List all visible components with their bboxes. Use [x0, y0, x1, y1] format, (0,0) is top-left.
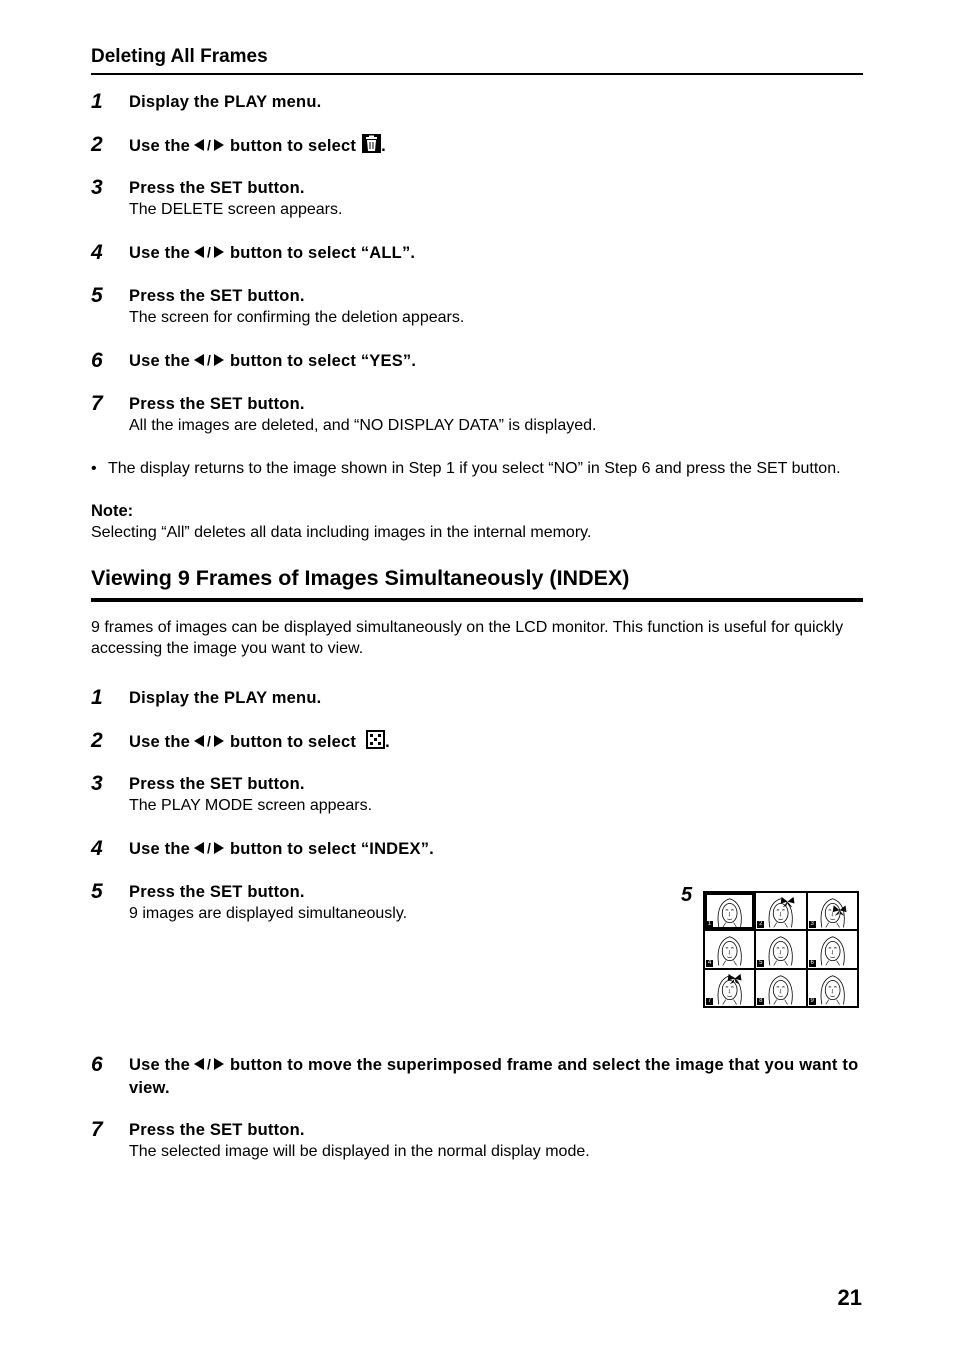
step-description: 9 images are displayed simultaneously.	[129, 905, 408, 922]
bullet-text: The display returns to the image shown in Step 1 if you select “NO” in Step 6 and press the SET button.	[108, 460, 841, 477]
step-title: Display the PLAY menu.	[129, 689, 322, 707]
step-number: 1	[91, 90, 103, 113]
step-number: 1	[91, 686, 103, 709]
step-title: Display the PLAY menu.	[129, 93, 322, 111]
index-thumbnail-grid	[703, 891, 859, 1008]
bullet-item	[91, 458, 866, 479]
step-description: All the images are deleted, and “NO DISPLAY DATA” is displayed.	[129, 417, 597, 434]
thumbnail-6[interactable]	[807, 930, 858, 968]
heading-rule	[91, 73, 863, 75]
step-title-post: button to select	[230, 732, 357, 751]
step-title	[129, 838, 864, 861]
step-number: 6	[91, 349, 103, 372]
step-title: Press the SET button.	[129, 883, 305, 901]
thumbnail-4[interactable]	[704, 930, 755, 968]
heading-rule	[91, 598, 863, 602]
step-title-pre: Use the	[129, 840, 191, 858]
step-title-pre: Use the	[129, 244, 191, 262]
step-title-pre: Use the	[129, 1056, 191, 1074]
note-text: Selecting “All” deletes all data including images in the internal memory.	[91, 524, 592, 541]
step-description: The PLAY MODE screen appears.	[129, 797, 373, 814]
thumbnail-number: 7	[707, 997, 712, 1004]
svg-text:/: /	[206, 840, 212, 855]
note-label: Note:	[91, 502, 134, 520]
thumbnail-2[interactable]	[755, 892, 806, 930]
thumbnail-number: 1	[707, 921, 712, 928]
step-number: 7	[91, 392, 103, 415]
step-title	[129, 242, 864, 265]
left-right-arrows-icon	[194, 1055, 224, 1077]
step-number: 3	[91, 176, 103, 199]
intro-paragraph: 9 frames of images can be displayed simultaneously on the LCD monitor. This function is useful for quickly accessing the image you want to view.	[91, 619, 844, 657]
thumbnail-number: 3	[810, 921, 814, 928]
thumbnail-7[interactable]	[704, 969, 755, 1007]
figure-label: 5	[681, 884, 693, 906]
step-number: 2	[91, 729, 103, 752]
svg-text:/: /	[206, 1056, 212, 1071]
step-number: 6	[91, 1053, 103, 1076]
thumbnail-3[interactable]	[807, 892, 858, 930]
step-number: 4	[91, 837, 103, 860]
left-right-arrows-icon	[194, 243, 224, 265]
thumbnail-1[interactable]	[704, 892, 755, 930]
step-description: The screen for confirming the deletion appears.	[129, 309, 465, 326]
thumbnail-number: 6	[810, 959, 814, 966]
step-number: 5	[91, 284, 103, 307]
thumbnail-number: 5	[759, 959, 763, 966]
thumbnail-number: 9	[810, 997, 814, 1004]
step-title-post: button to select “YES”.	[230, 352, 417, 370]
step-title-post: button to select “ALL”.	[230, 244, 416, 262]
step-title: Press the SET button.	[129, 1121, 305, 1139]
svg-text:/: /	[206, 244, 212, 259]
thumbnail-number: 4	[707, 959, 712, 966]
svg-text:/: /	[206, 352, 212, 367]
step-number: 7	[91, 1118, 103, 1141]
step-title-pre: Use the	[129, 136, 191, 155]
step-title-post: button to move the superimposed frame and select the image that you want to view.	[129, 1056, 859, 1097]
step-title-end: .	[385, 732, 390, 751]
step-title: Press the SET button.	[129, 287, 305, 305]
thumbnail-number: 2	[759, 921, 763, 928]
step-title: Press the SET button.	[129, 775, 305, 793]
trash-icon	[362, 134, 381, 159]
bullet-marker: •	[91, 460, 97, 477]
step-title-pre: Use the	[129, 732, 191, 751]
step-title	[129, 730, 864, 755]
svg-text:/: /	[206, 733, 212, 748]
section-heading-deleting: Deleting All Frames	[91, 46, 268, 67]
thumbnail-number: 8	[759, 997, 763, 1004]
left-right-arrows-icon	[194, 839, 224, 861]
step-title: Press the SET button.	[129, 395, 305, 413]
step-title	[129, 350, 864, 373]
step-title-pre: Use the	[129, 352, 191, 370]
step-number: 2	[91, 133, 103, 156]
section-heading-index: Viewing 9 Frames of Images Simultaneously (INDEX)	[91, 566, 630, 590]
step-title	[129, 1054, 864, 1099]
step-title: Press the SET button.	[129, 179, 305, 197]
step-title-post: button to select	[230, 136, 357, 155]
thumbnail-9[interactable]	[807, 969, 858, 1007]
step-number: 3	[91, 772, 103, 795]
left-right-arrows-icon	[194, 351, 224, 373]
svg-text:/: /	[206, 137, 212, 152]
left-right-arrows-icon	[194, 732, 224, 754]
step-title-end: .	[381, 136, 386, 155]
step-description: The DELETE screen appears.	[129, 201, 343, 218]
left-right-arrows-icon	[194, 136, 224, 158]
step-title-post: button to select “INDEX”.	[230, 840, 434, 858]
step-number: 5	[91, 880, 103, 903]
page-number: 21	[837, 1285, 862, 1310]
thumbnail-8[interactable]	[755, 969, 806, 1007]
thumbnail-5[interactable]	[755, 930, 806, 968]
step-description: The selected image will be displayed in the normal display mode.	[129, 1143, 590, 1160]
play-mode-icon	[366, 730, 385, 755]
step-title	[129, 134, 864, 159]
step-number: 4	[91, 241, 103, 264]
